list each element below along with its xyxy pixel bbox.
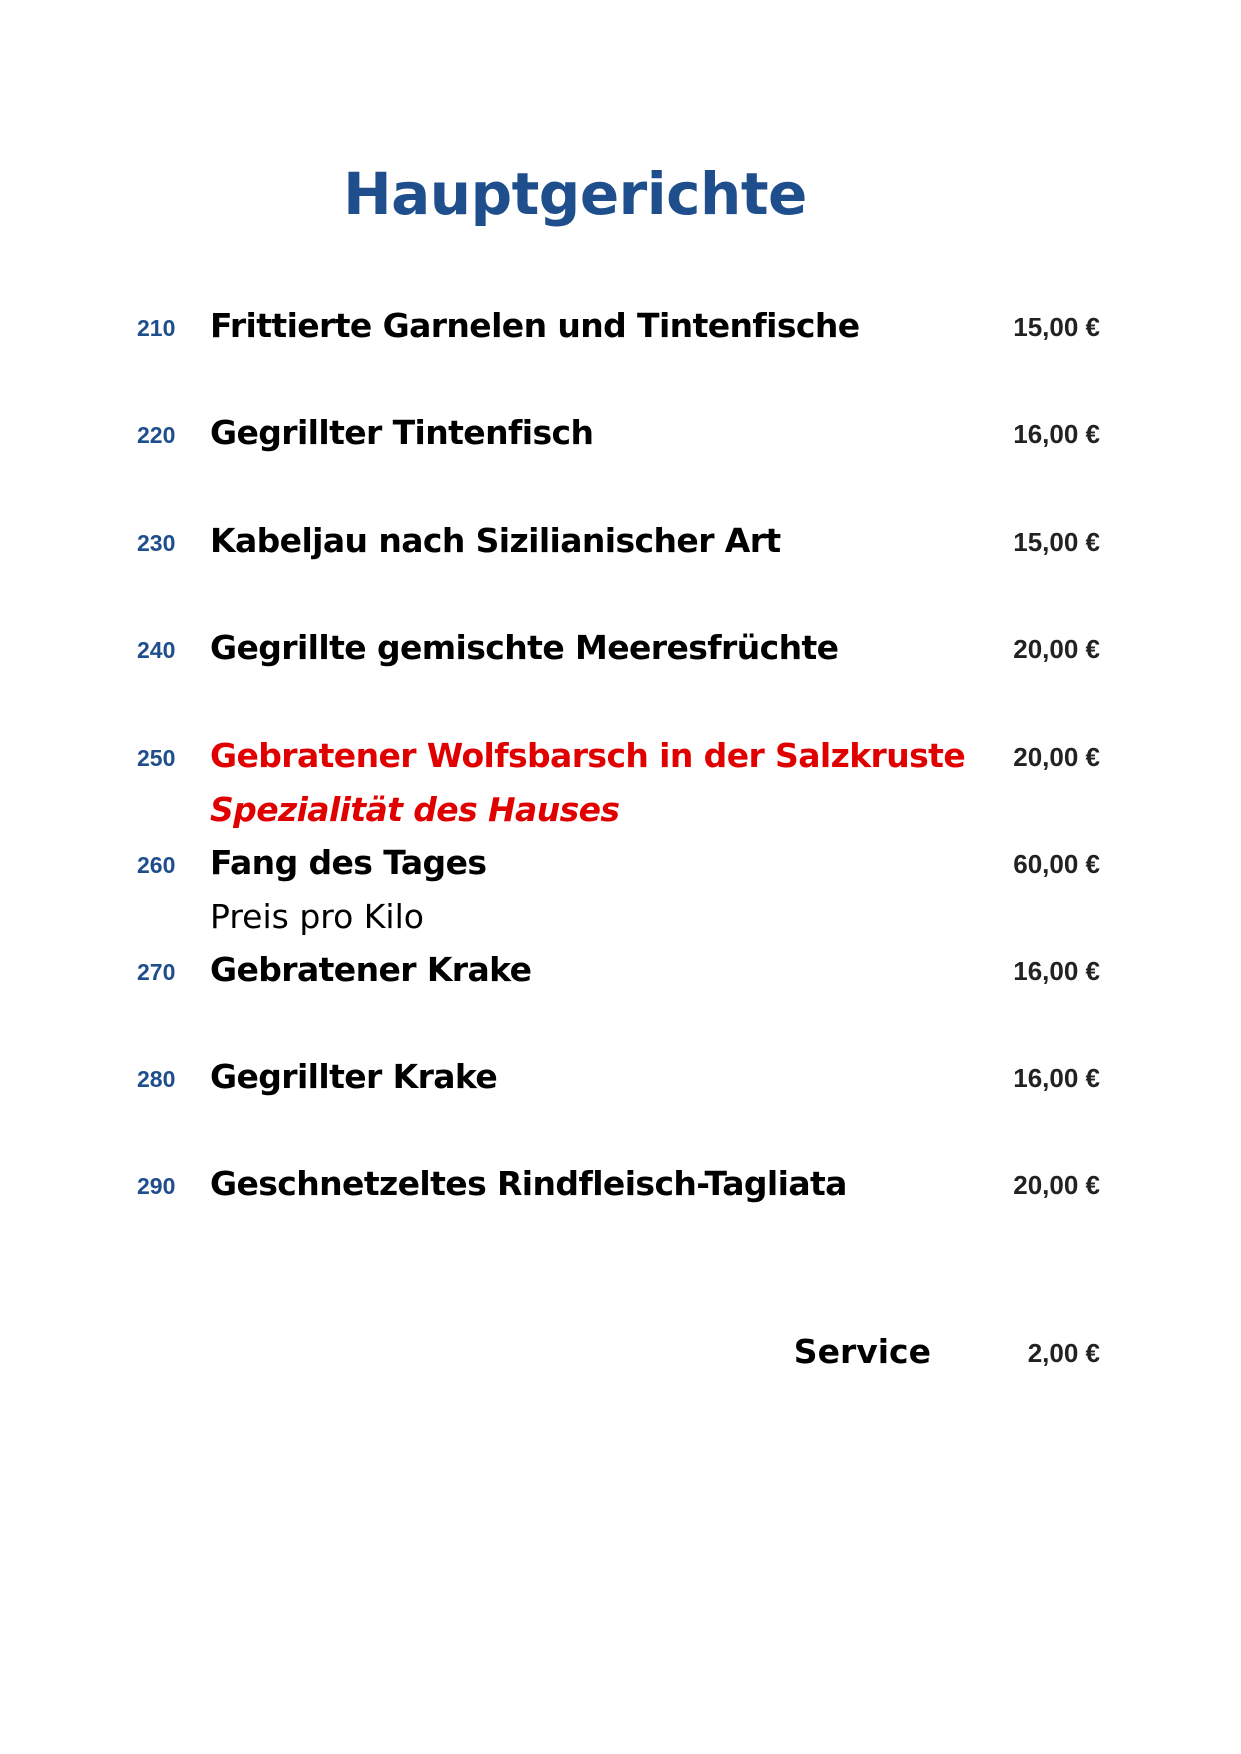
item-subtitle: Preis pro Kilo [210,897,424,936]
menu-item-290 [0,1162,1241,1222]
item-name: Gebratener Wolfsbarsch in der Salzkruste [210,736,966,775]
item-price: 60,00 € [1013,849,1100,879]
item-number: 250 [137,745,176,771]
page-title: Hauptgerichte [343,160,807,228]
menu-item-230 [0,519,1241,579]
item-number: 260 [137,852,176,878]
item-name: Gegrillter Tintenfisch [210,413,594,452]
item-number: 230 [137,530,176,556]
menu-item-210 [0,304,1241,364]
item-number: 280 [137,1066,176,1092]
item-name: Fang des Tages [210,843,487,882]
item-name: Gebratener Krake [210,950,532,989]
item-price: 20,00 € [1013,742,1100,772]
menu-item-240 [0,626,1241,686]
item-name: Gegrillte gemischte Meeresfrüchte [210,628,839,667]
item-number: 290 [137,1173,176,1199]
item-price: 15,00 € [1013,527,1100,557]
menu-item-220 [0,411,1241,471]
item-name: Geschnetzeltes Rindfleisch-Tagliata [210,1164,847,1203]
item-price: 20,00 € [1013,1170,1100,1200]
service-label: Service [793,1332,931,1371]
item-price: 16,00 € [1013,1063,1100,1093]
item-name: Kabeljau nach Sizilianischer Art [210,521,781,560]
service-price: 2,00 € [1027,1338,1100,1368]
item-number: 220 [137,422,176,448]
item-number: 210 [137,315,176,341]
item-number: 270 [137,959,176,985]
menu-item-260 [0,841,1241,951]
item-name: Gegrillter Krake [210,1057,498,1096]
menu-item-270 [0,948,1241,1008]
item-price: 16,00 € [1013,956,1100,986]
item-price: 20,00 € [1013,634,1100,664]
item-subtitle: Spezialität des Hauses [210,790,620,829]
menu-item-250 [0,734,1241,844]
item-name: Frittierte Garnelen und Tintenfische [210,306,860,345]
item-number: 240 [137,637,176,663]
menu-item-280 [0,1055,1241,1115]
item-price: 16,00 € [1013,419,1100,449]
item-price: 15,00 € [1013,312,1100,342]
